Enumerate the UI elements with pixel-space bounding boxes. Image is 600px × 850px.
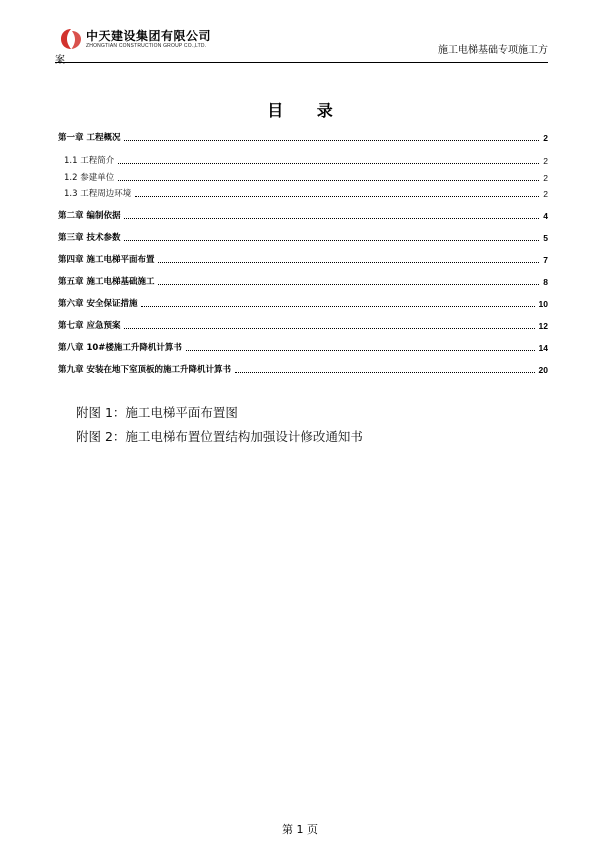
toc-entry[interactable]	[64, 154, 548, 166]
toc-entry-label: 第五章 施工电梯基础施工	[58, 277, 155, 287]
toc-entry-label: 第八章 10#楼施工升降机计算书	[58, 343, 182, 353]
toc-entry-label: 第七章 应急预案	[58, 321, 121, 331]
header-doc-title-wrap: 案	[55, 55, 65, 66]
company-logo-icon	[60, 28, 82, 50]
toc-entry-label: 1.3 工程周边环境	[64, 189, 132, 199]
toc-entry-page: 12	[538, 321, 548, 331]
toc-entry[interactable]	[58, 231, 548, 243]
toc-entry[interactable]	[58, 341, 548, 353]
toc-leader	[158, 284, 539, 285]
toc-leader	[124, 218, 539, 219]
toc-entry-page: 2	[543, 133, 548, 143]
toc-entry-label: 1.1 工程简介	[64, 156, 115, 166]
toc-leader	[235, 372, 535, 373]
toc-entry[interactable]	[64, 171, 548, 183]
toc-entry-page: 2	[543, 173, 548, 183]
toc-leader	[135, 196, 539, 197]
toc-leader	[124, 240, 539, 241]
header-divider	[55, 62, 548, 63]
toc-entry-page: 2	[543, 156, 548, 166]
toc-title: 目 录	[267, 101, 347, 120]
toc-entry-page: 10	[538, 299, 548, 309]
toc-leader	[124, 140, 539, 141]
toc-entry[interactable]	[58, 319, 548, 331]
toc-entry-page: 4	[543, 211, 548, 221]
toc-leader	[186, 350, 535, 351]
toc-leader	[118, 163, 539, 164]
toc-entry-page: 5	[543, 233, 548, 243]
toc-entry-label: 第九章 安装在地下室顶板的施工升降机计算书	[58, 365, 231, 375]
toc-entry-label: 第二章 编制依据	[58, 211, 121, 221]
toc-entry[interactable]	[58, 131, 548, 143]
toc-entry[interactable]	[64, 187, 548, 199]
toc-leader	[124, 328, 534, 329]
toc-leader	[118, 180, 539, 181]
toc-entry[interactable]	[58, 297, 548, 309]
toc-entry-label: 第六章 安全保证措施	[58, 299, 138, 309]
company-name-en: ZHONGTIAN CONSTRUCTION GROUP CO.,LTD.	[86, 42, 207, 49]
toc-entry[interactable]	[58, 253, 548, 265]
appendix-item-2: 附图 2：施工电梯布置位置结构加强设计修改通知书	[76, 429, 363, 444]
toc-entry[interactable]	[58, 275, 548, 287]
toc-entry-page: 7	[543, 255, 548, 265]
page-number: 第 1 页	[282, 823, 318, 836]
toc-entry-label: 第四章 施工电梯平面布置	[58, 255, 155, 265]
company-name-cn: 中天建设集团有限公司	[86, 28, 212, 43]
toc-leader	[158, 262, 539, 263]
header-doc-title: 施工电梯基础专项施工方	[438, 45, 548, 56]
toc-entry[interactable]	[58, 363, 548, 375]
toc-entry-page: 14	[538, 343, 548, 353]
toc-entry[interactable]	[58, 209, 548, 221]
toc-entry-label: 第一章 工程概况	[58, 133, 121, 143]
company-logo	[60, 28, 211, 50]
appendix-item-1: 附图 1：施工电梯平面布置图	[76, 405, 238, 420]
toc-entry-label: 1.2 参建单位	[64, 173, 115, 183]
toc-entry-page: 20	[538, 365, 548, 375]
toc-entry-label: 第三章 技术参数	[58, 233, 121, 243]
toc-entry-page: 2	[543, 189, 548, 199]
toc-leader	[141, 306, 534, 307]
toc-entry-page: 8	[543, 277, 548, 287]
